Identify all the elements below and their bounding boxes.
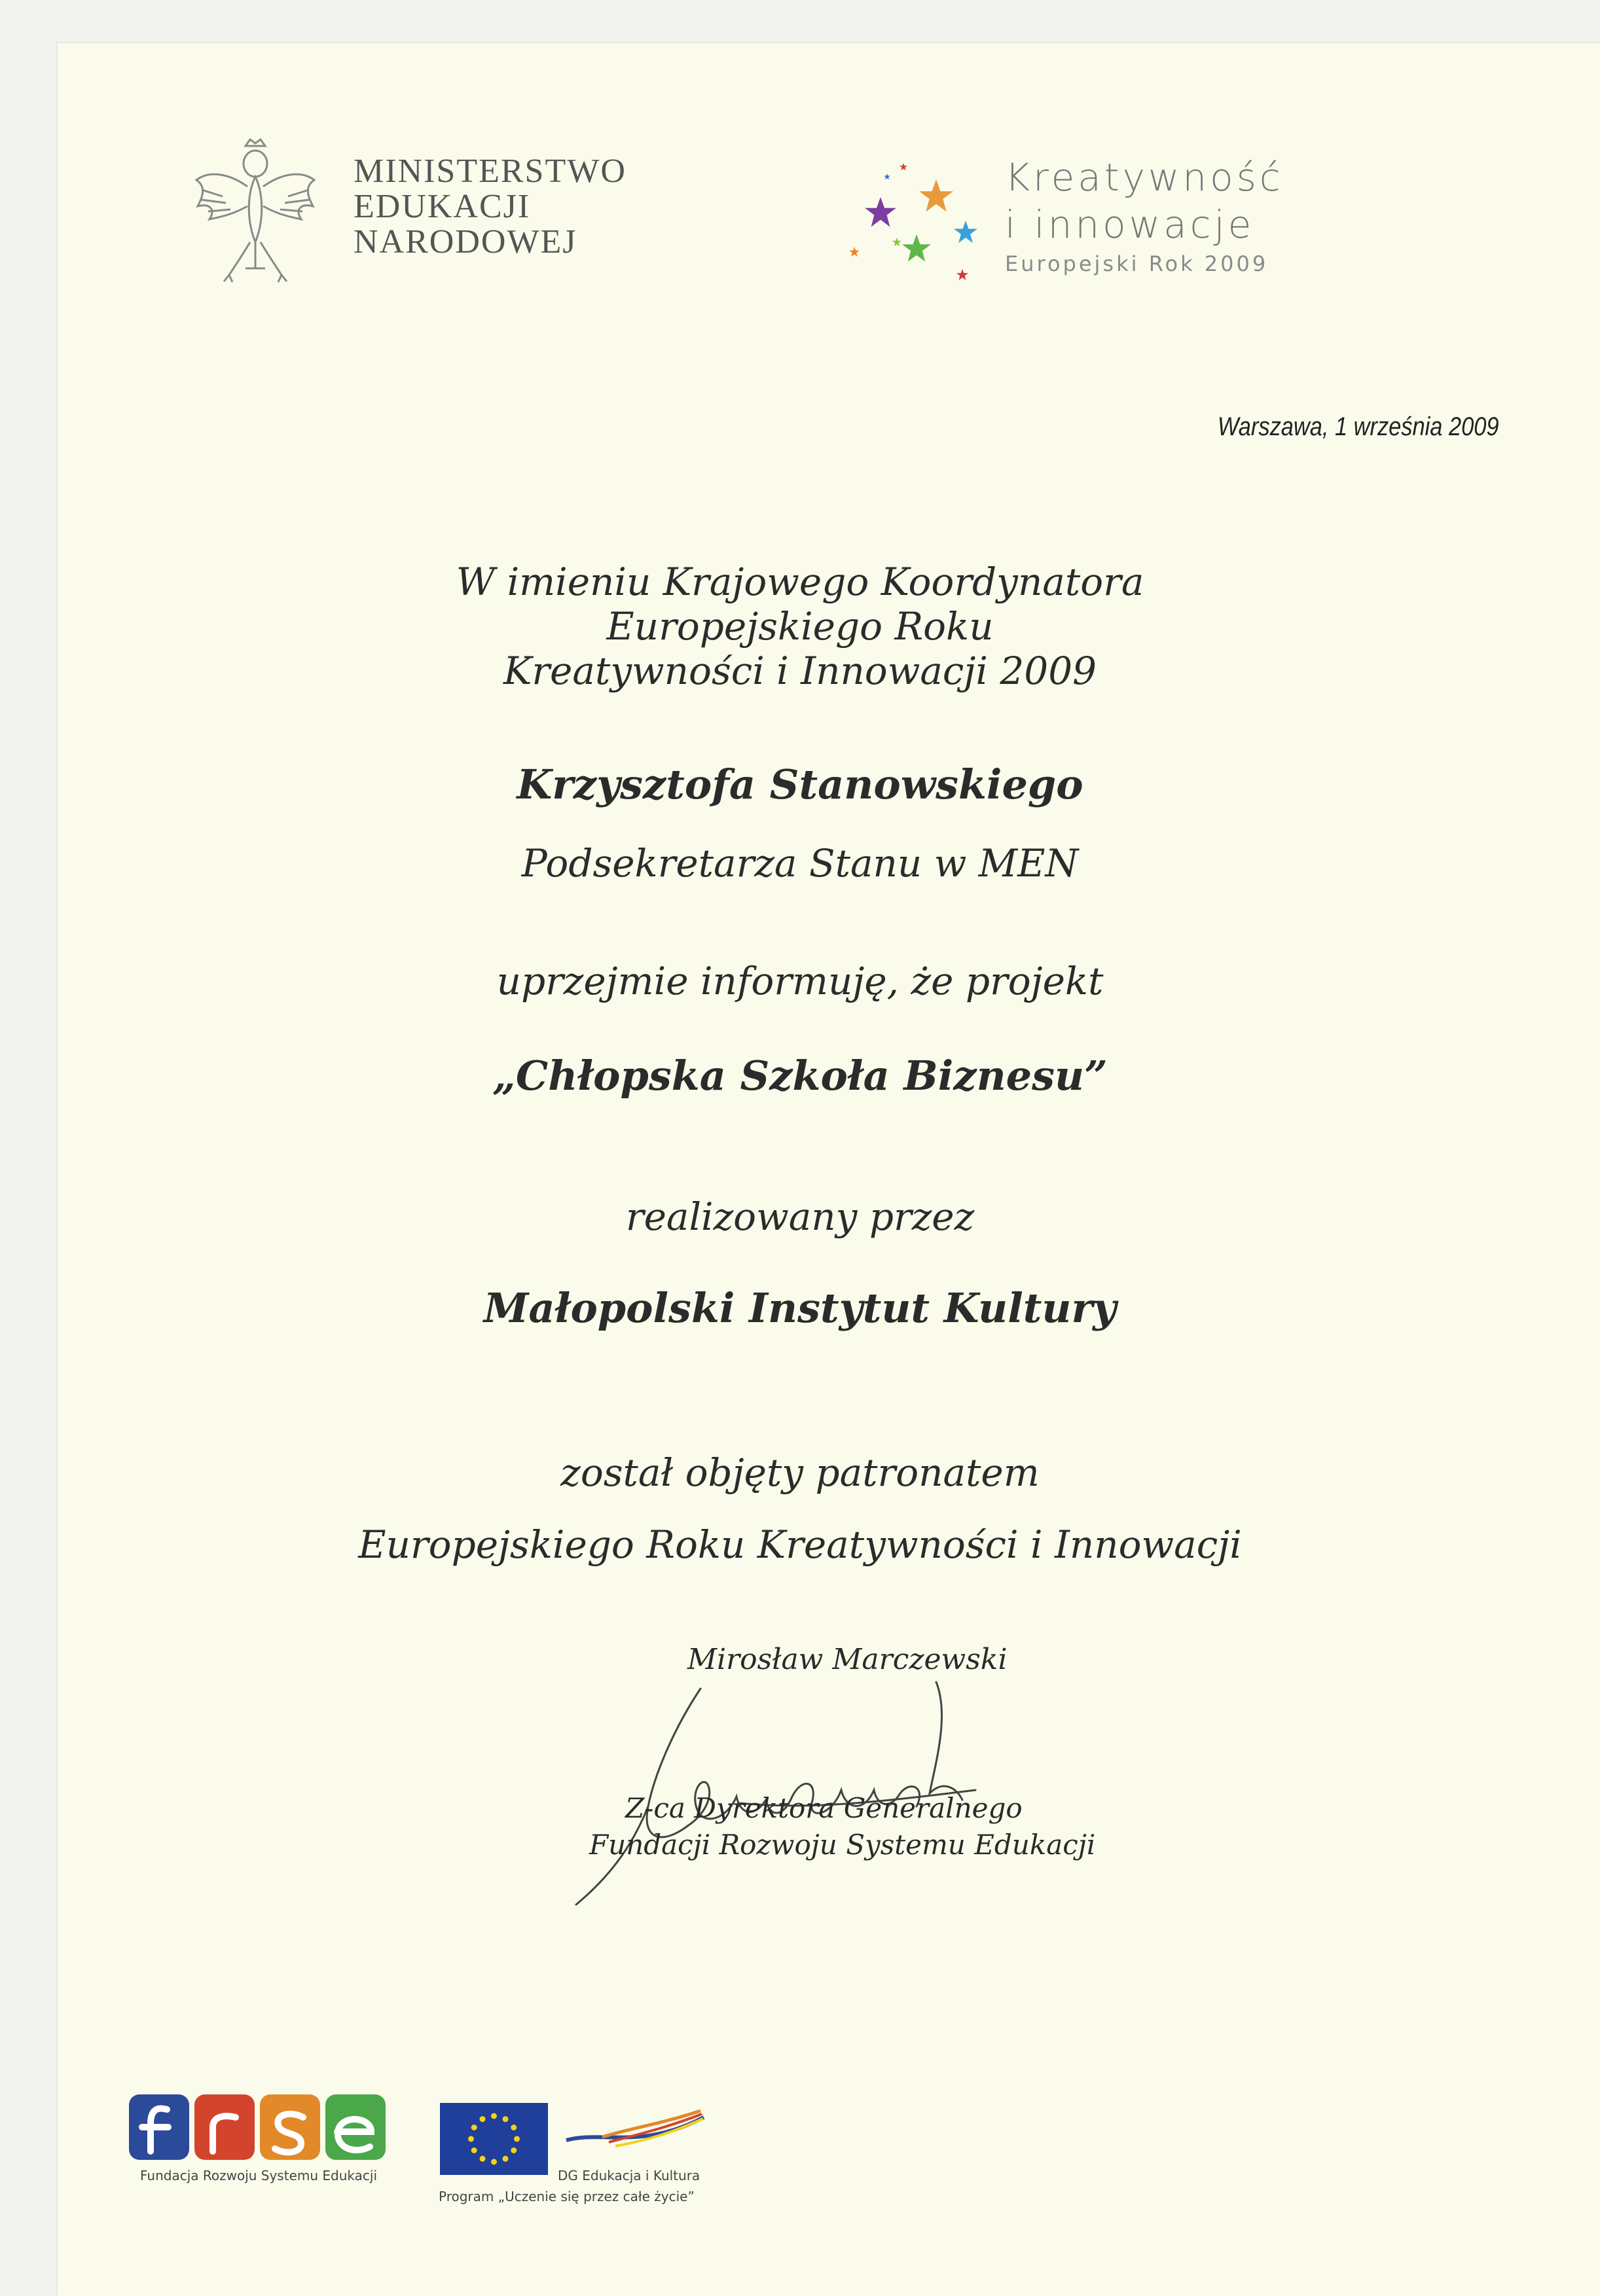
ministry-name [354,154,627,260]
eu-flag-icon [440,2103,548,2175]
star-blue [954,221,977,243]
dg-caption: DG Edukacja i Kultura [558,2168,700,2183]
colorful-stars-logo-icon [838,157,995,288]
signatory-title [589,1790,1095,1863]
campaign-title-line2: i innowacje [1005,202,1255,247]
intro-line: Europejskiego Roku [606,604,994,649]
ministry-line: NARODOWEJ [354,223,577,260]
star-lime [892,238,901,246]
intro-text [0,560,1600,693]
star-orange-small [849,247,860,257]
star-red [956,269,968,280]
campaign-year: Europejski Rok 2009 [1005,251,1269,276]
intro-line: W imieniu Krajowego Koordynatora [456,560,1144,604]
star-blue-tiny [884,173,890,180]
frse-logo-icon [128,2091,390,2163]
signatory-title-line: Z-ca Dyrektora Generalnego [625,1792,1023,1824]
place-and-date: Warszawa, 1 września 2009 [1217,412,1499,441]
frse-caption: Fundacja Rozwoju Systemu Edukacji [139,2168,377,2183]
certificate-page [58,43,1600,2296]
signatory-title-line: Fundacji Rozwoju Systemu Edukacji [589,1829,1096,1861]
patronage-text [0,1437,1600,1581]
ministry-line: MINISTERSTWO [354,152,627,190]
campaign-title-line1: Kreatywność [1005,155,1284,200]
ministry-line: EDUKACJI [354,188,531,225]
realized-by-line: realizowany przez [625,1194,975,1239]
star-red-tiny [900,163,907,170]
intro-line: Kreatywności i Innowacji 2009 [503,649,1097,693]
person-name: Krzysztofa Stanowskiego [517,761,1083,808]
dg-education-culture-logo-icon [563,2104,707,2166]
campaign-logo-text [1005,154,1284,279]
organization-name: Małopolski Instytut Kultury [483,1284,1117,1332]
inform-line: uprzejmie informuję, że projekt [496,959,1104,1003]
patronage-line: został objęty patronatem [560,1450,1040,1495]
patronage-line: Europejskiego Roku Kreatywności i Innowacji [358,1522,1242,1567]
star-green [902,234,931,262]
handwritten-signature [543,1662,1067,1911]
star-purple [865,197,896,227]
project-name: „Chłopska Szkoła Biznesu” [492,1052,1108,1100]
star-orange [919,179,953,211]
program-caption: Program „Uczenie się przez całe życie” [439,2189,695,2204]
person-position: Podsekretarza Stanu w MEN [521,841,1079,886]
polish-eagle-emblem-icon [190,134,321,285]
signatory-name: Mirosław Marczewski [687,1643,1008,1676]
